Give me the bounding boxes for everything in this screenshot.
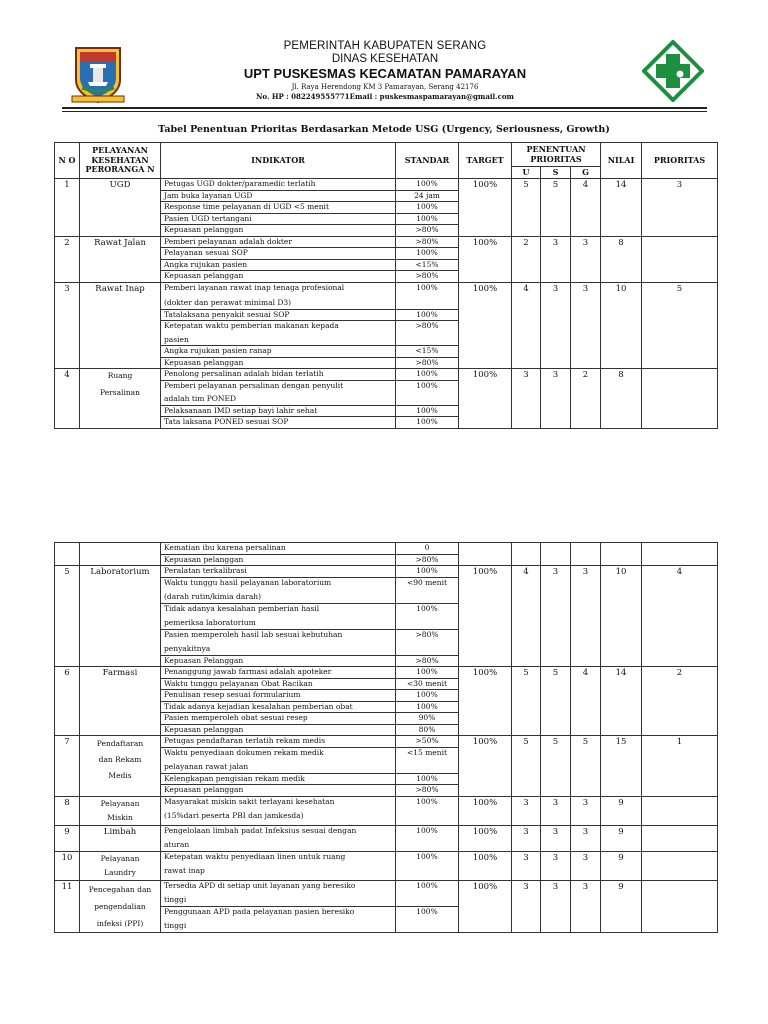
indicator-line: (dokter dan perawat minimal D3) (164, 298, 292, 307)
usg-priority-table (54, 142, 718, 429)
u-cell: 3 (512, 880, 541, 932)
indicator-cell: Penulisan resep sesuai formularium (161, 690, 396, 702)
usg-priority-table-continued (54, 542, 718, 933)
table-row (55, 543, 718, 555)
g-cell: 2 (571, 369, 601, 429)
standard-cell: 100% (396, 851, 459, 880)
nilai-cell: 10 (601, 282, 642, 369)
service-line: Pelayanan (100, 798, 140, 808)
table-row (55, 825, 718, 851)
indicator-cell: Tatalaksana penyakit sesuai SOP (161, 309, 396, 321)
row-service: Rawat Jalan (80, 236, 161, 282)
table-row (55, 796, 718, 825)
standard-cell: <30 menit (396, 678, 459, 690)
row-no: 10 (55, 851, 80, 880)
indicator-line: Pasien memperoleh hasil lab sesuai kebutuhan (164, 629, 343, 639)
table-row (55, 880, 718, 906)
s-cell: 3 (541, 369, 571, 429)
indicator-line: Penggunaan APD pada pelayanan pasien beresiko (164, 906, 355, 916)
service-line: Medis (108, 771, 132, 780)
standard-cell: <15% (396, 346, 459, 358)
indicator-cell: Petugas UGD dokter/paramedic terlatih (161, 179, 396, 191)
indicator-line: tinggi (164, 895, 187, 904)
standard-cell: 90% (396, 713, 459, 725)
s-cell: 5 (541, 179, 571, 237)
standard-cell: 100% (396, 880, 459, 906)
prioritas-cell: 2 (642, 667, 718, 736)
prioritas-cell: 5 (642, 282, 718, 369)
prioritas-cell (642, 543, 718, 566)
indicator-cell: Penanggung jawab farmasi adalah apoteker (161, 667, 396, 679)
prioritas-cell (642, 369, 718, 429)
standard-cell: >50% (396, 736, 459, 748)
standard-cell: 100% (396, 179, 459, 191)
col-pelayanan: PELAYANAN KESEHATAN PERORANGA N (80, 143, 161, 179)
col-u: U (512, 167, 541, 179)
target-cell: 100% (459, 736, 512, 797)
row-no: 7 (55, 736, 80, 797)
prioritas-cell (642, 825, 718, 851)
indicator-line: (darah rutin/kimia darah) (164, 592, 262, 601)
g-cell: 3 (571, 282, 601, 369)
s-cell: 5 (541, 667, 571, 736)
indicator-cell (161, 906, 396, 932)
standard-cell: 100% (396, 213, 459, 225)
col-s: S (541, 167, 571, 179)
standard-cell: 100% (396, 773, 459, 785)
target-cell (459, 543, 512, 566)
indicator-cell: Kepuasan pelanggan (161, 357, 396, 369)
table-row (55, 667, 718, 679)
row-service: Farmasi (80, 667, 161, 736)
standard-cell: 100% (396, 405, 459, 417)
prioritas-cell: 4 (642, 566, 718, 667)
table-row (55, 369, 718, 381)
col-target: TARGET (459, 143, 512, 179)
row-service: Limbah (80, 825, 161, 851)
indicator-cell: Kepuasan Pelanggan (161, 655, 396, 667)
row-service (80, 543, 161, 566)
service-line: Miskin (107, 812, 133, 822)
target-cell: 100% (459, 236, 512, 282)
indicator-cell: Penolong persalinan adalah bidan terlatih (161, 369, 396, 381)
standard-cell: >80% (396, 271, 459, 283)
row-no: 5 (55, 566, 80, 667)
standard-cell: 100% (396, 369, 459, 381)
target-cell: 100% (459, 179, 512, 237)
g-cell: 3 (571, 880, 601, 932)
g-cell: 4 (571, 179, 601, 237)
target-cell: 100% (459, 667, 512, 736)
prioritas-cell (642, 796, 718, 825)
nilai-cell: 8 (601, 236, 642, 282)
address-line: Jl. Raya Herendong KM 3 Pamarayan, Serang 42176 (291, 83, 479, 91)
standard-cell: 100% (396, 309, 459, 321)
table-row (55, 179, 718, 191)
standard-cell: 100% (396, 701, 459, 713)
service-line: infeksi (PPI) (96, 918, 144, 928)
row-no: 11 (55, 880, 80, 932)
u-cell: 2 (512, 236, 541, 282)
nilai-cell: 9 (601, 825, 642, 851)
row-no: 9 (55, 825, 80, 851)
row-service (80, 796, 161, 825)
service-line: Pencegahan dan (88, 884, 152, 894)
indicator-cell: Tata laksana PONED sesuai SOP (161, 417, 396, 429)
target-cell: 100% (459, 880, 512, 932)
indicator-line: Waktu tunggu hasil pelayanan laboratorium (164, 577, 332, 587)
u-cell (512, 543, 541, 566)
standard-cell: >80% (396, 629, 459, 655)
row-service (80, 851, 161, 880)
document-title: Tabel Penentuan Prioritas Berdasarkan Metode USG (Urgency, Seriousness, Growth) (158, 124, 610, 135)
u-cell: 5 (512, 179, 541, 237)
g-cell: 3 (571, 851, 601, 880)
gov-line: PEMERINTAH KABUPATEN SERANG (283, 40, 487, 52)
indicator-cell: Kepuasan pelanggan (161, 785, 396, 797)
indicator-line: Tidak adanya kesalahan pemberian hasil (164, 603, 320, 613)
row-service: UGD (80, 179, 161, 237)
service-line: Pendaftaran (96, 739, 144, 748)
standard-cell: >80% (396, 225, 459, 237)
indicator-cell (161, 603, 396, 629)
standard-cell: >80% (396, 236, 459, 248)
standard-cell: 100% (396, 603, 459, 629)
target-cell: 100% (459, 825, 512, 851)
indicator-cell (161, 880, 396, 906)
u-cell: 3 (512, 796, 541, 825)
indicator-line: Masyarakat miskin sakit terlayani kesehatan (164, 796, 335, 806)
indicator-cell: Kepuasan pelanggan (161, 225, 396, 237)
indicator-cell (161, 851, 396, 880)
indicator-cell: Petugas pendaftaran terlatih rekam medis (161, 736, 396, 748)
indicator-line: pemeriksa laboratorium (164, 618, 256, 627)
table-row (55, 282, 718, 309)
u-cell: 5 (512, 667, 541, 736)
service-line: Laundry (104, 867, 136, 877)
s-cell: 5 (541, 736, 571, 797)
nilai-cell: 10 (601, 566, 642, 667)
standard-cell: <15% (396, 259, 459, 271)
indicator-cell: Kepuasan pelanggan (161, 554, 396, 566)
prioritas-cell (642, 851, 718, 880)
indicator-cell: Angka rujukan pasien ranap (161, 346, 396, 358)
table-row (55, 736, 718, 748)
indicator-cell (161, 796, 396, 825)
u-cell: 5 (512, 736, 541, 797)
row-service (80, 369, 161, 429)
row-no: 2 (55, 236, 80, 282)
s-cell: 3 (541, 566, 571, 667)
indicator-line: tinggi (164, 921, 187, 930)
standard-cell: >80% (396, 554, 459, 566)
s-cell: 3 (541, 796, 571, 825)
standard-cell: 100% (396, 282, 459, 309)
service-line: pengendalian (94, 901, 146, 911)
service-line: dan Rekam (98, 755, 142, 764)
indicator-cell: Kepuasan pelanggan (161, 724, 396, 736)
indicator-cell (161, 747, 396, 773)
nilai-cell: 8 (601, 369, 642, 429)
standard-cell: 100% (396, 380, 459, 405)
indicator-cell: Response time pelayanan di UGD <5 menit (161, 202, 396, 214)
table-row (55, 236, 718, 248)
agency-line: DINAS KESEHATAN (331, 53, 439, 65)
nilai-cell (601, 543, 642, 566)
service-line: Pelayanan (100, 853, 140, 863)
g-cell: 3 (571, 236, 601, 282)
col-indikator: INDIKATOR (161, 143, 396, 179)
standard-cell: <15 menit (396, 747, 459, 773)
contact-line: No. HP : 082249555771Email : puskesmaspamarayan@gmail.com (256, 92, 514, 101)
g-cell: 3 (571, 825, 601, 851)
indicator-line: Waktu penyediaan dokumen rekam medik (164, 747, 324, 757)
kabupaten-serang-emblem-icon (70, 44, 126, 104)
indicator-cell: Pemberi pelayanan adalah dokter (161, 236, 396, 248)
g-cell (571, 543, 601, 566)
col-prioritas: PRIORITAS (642, 143, 718, 179)
u-cell: 3 (512, 851, 541, 880)
prioritas-cell (642, 880, 718, 932)
indicator-line: (15%dari peserta PBI dan jamkesda) (164, 811, 304, 820)
s-cell: 3 (541, 880, 571, 932)
indicator-line: Pemberi pelayanan persalinan dengan penyulit (164, 380, 344, 390)
standard-cell: 24 jam (396, 190, 459, 202)
target-cell: 100% (459, 796, 512, 825)
indicator-line: pelayanan rawat jalan (164, 762, 249, 771)
target-cell: 100% (459, 851, 512, 880)
puskesmas-logo-icon (642, 40, 704, 102)
row-service: Rawat Inap (80, 282, 161, 369)
u-cell: 3 (512, 369, 541, 429)
s-cell: 3 (541, 851, 571, 880)
s-cell (541, 543, 571, 566)
standard-cell: 100% (396, 690, 459, 702)
s-cell: 3 (541, 236, 571, 282)
standard-cell: 100% (396, 566, 459, 578)
standard-cell: 100% (396, 248, 459, 260)
standard-cell: >80% (396, 321, 459, 346)
row-service: Laboratorium (80, 566, 161, 667)
header-divider (62, 107, 707, 112)
row-no: 4 (55, 369, 80, 429)
standard-cell: 100% (396, 825, 459, 851)
service-line: Persalinan (100, 388, 140, 397)
indicator-line: aturan (164, 840, 190, 849)
g-cell: 3 (571, 796, 601, 825)
prioritas-cell (642, 236, 718, 282)
indicator-line: pasien (164, 334, 189, 344)
col-g: G (571, 167, 601, 179)
row-no: 1 (55, 179, 80, 237)
indicator-line: Tersedia APD di setiap unit layanan yang beresiko (164, 880, 356, 890)
u-cell: 4 (512, 282, 541, 369)
standard-cell: 100% (396, 906, 459, 932)
nilai-cell: 14 (601, 667, 642, 736)
indicator-cell: Angka rujukan pasien (161, 259, 396, 271)
table-row (55, 851, 718, 880)
indicator-cell: Kepuasan pelanggan (161, 271, 396, 283)
service-line: Ruang (107, 371, 133, 380)
nilai-cell: 9 (601, 851, 642, 880)
row-no: 6 (55, 667, 80, 736)
indicator-cell: Kematian ibu karena persalinan (161, 543, 396, 555)
indicator-cell (161, 577, 396, 603)
indicator-line: Pengelolaan limbah padat Infeksius sesuai dengan (164, 825, 357, 835)
indicator-cell: Tidak adanya kejadian kesalahan pemberian obat (161, 701, 396, 713)
row-no: 8 (55, 796, 80, 825)
indicator-line: Ketepatan waktu pemberian makanan kepada (164, 321, 339, 330)
indicator-line: adalah tim PONED (164, 394, 236, 403)
nilai-cell: 14 (601, 179, 642, 237)
g-cell: 5 (571, 736, 601, 797)
target-cell: 100% (459, 369, 512, 429)
s-cell: 3 (541, 282, 571, 369)
indicator-cell (161, 825, 396, 851)
standard-cell: <90 menit (396, 577, 459, 603)
indicator-cell: Pasien UGD tertangani (161, 213, 396, 225)
standard-cell: 100% (396, 417, 459, 429)
col-nilai: NILAI (601, 143, 642, 179)
target-cell: 100% (459, 566, 512, 667)
u-cell: 4 (512, 566, 541, 667)
col-standar: STANDAR (396, 143, 459, 179)
standard-cell: 100% (396, 796, 459, 825)
indicator-line: penyakitnya (164, 644, 211, 653)
indicator-cell: Pelaksanaan IMD setiap bayi lahir sehat (161, 405, 396, 417)
standard-cell: >80% (396, 785, 459, 797)
row-no (55, 543, 80, 566)
g-cell: 4 (571, 667, 601, 736)
standard-cell: 100% (396, 202, 459, 214)
standard-cell: >80% (396, 357, 459, 369)
indicator-line: rawat inap (164, 866, 205, 875)
nilai-cell: 9 (601, 880, 642, 932)
col-penentuan: PENENTUAN PRIORITAS (512, 143, 601, 167)
nilai-cell: 9 (601, 796, 642, 825)
row-no: 3 (55, 282, 80, 369)
standard-cell: >80% (396, 655, 459, 667)
indicator-cell: Pelayanan sesuai SOP (161, 248, 396, 260)
indicator-cell (161, 380, 396, 405)
indicator-cell (161, 282, 396, 309)
g-cell: 3 (571, 566, 601, 667)
standard-cell: 80% (396, 724, 459, 736)
nilai-cell: 15 (601, 736, 642, 797)
row-service (80, 736, 161, 797)
table-row (55, 566, 718, 578)
indicator-cell: Waktu tunggu pelayanan Obat Racikan (161, 678, 396, 690)
standard-cell: 0 (396, 543, 459, 555)
indicator-line: Pemberi layanan rawat inap tenaga profesional (164, 282, 345, 292)
indicator-cell: Jam buka layanan UGD (161, 190, 396, 202)
institution-name: UPT PUSKESMAS KECAMATAN PAMARAYAN (243, 66, 527, 81)
row-service (80, 880, 161, 932)
col-no: N O (55, 143, 80, 179)
target-cell: 100% (459, 282, 512, 369)
indicator-cell: Pasien memperoleh obat sesuai resep (161, 713, 396, 725)
indicator-cell (161, 629, 396, 655)
prioritas-cell: 1 (642, 736, 718, 797)
indicator-line: Ketepatan waktu penyediaan linen untuk ruang (164, 851, 346, 861)
s-cell: 3 (541, 825, 571, 851)
prioritas-cell: 3 (642, 179, 718, 237)
u-cell: 3 (512, 825, 541, 851)
indicator-cell: Kelengkapan pengisian rekam medik (161, 773, 396, 785)
indicator-cell (161, 321, 396, 346)
indicator-cell: Peralatan terkalibrasi (161, 566, 396, 578)
letterhead (0, 0, 768, 110)
standard-cell: 100% (396, 667, 459, 679)
